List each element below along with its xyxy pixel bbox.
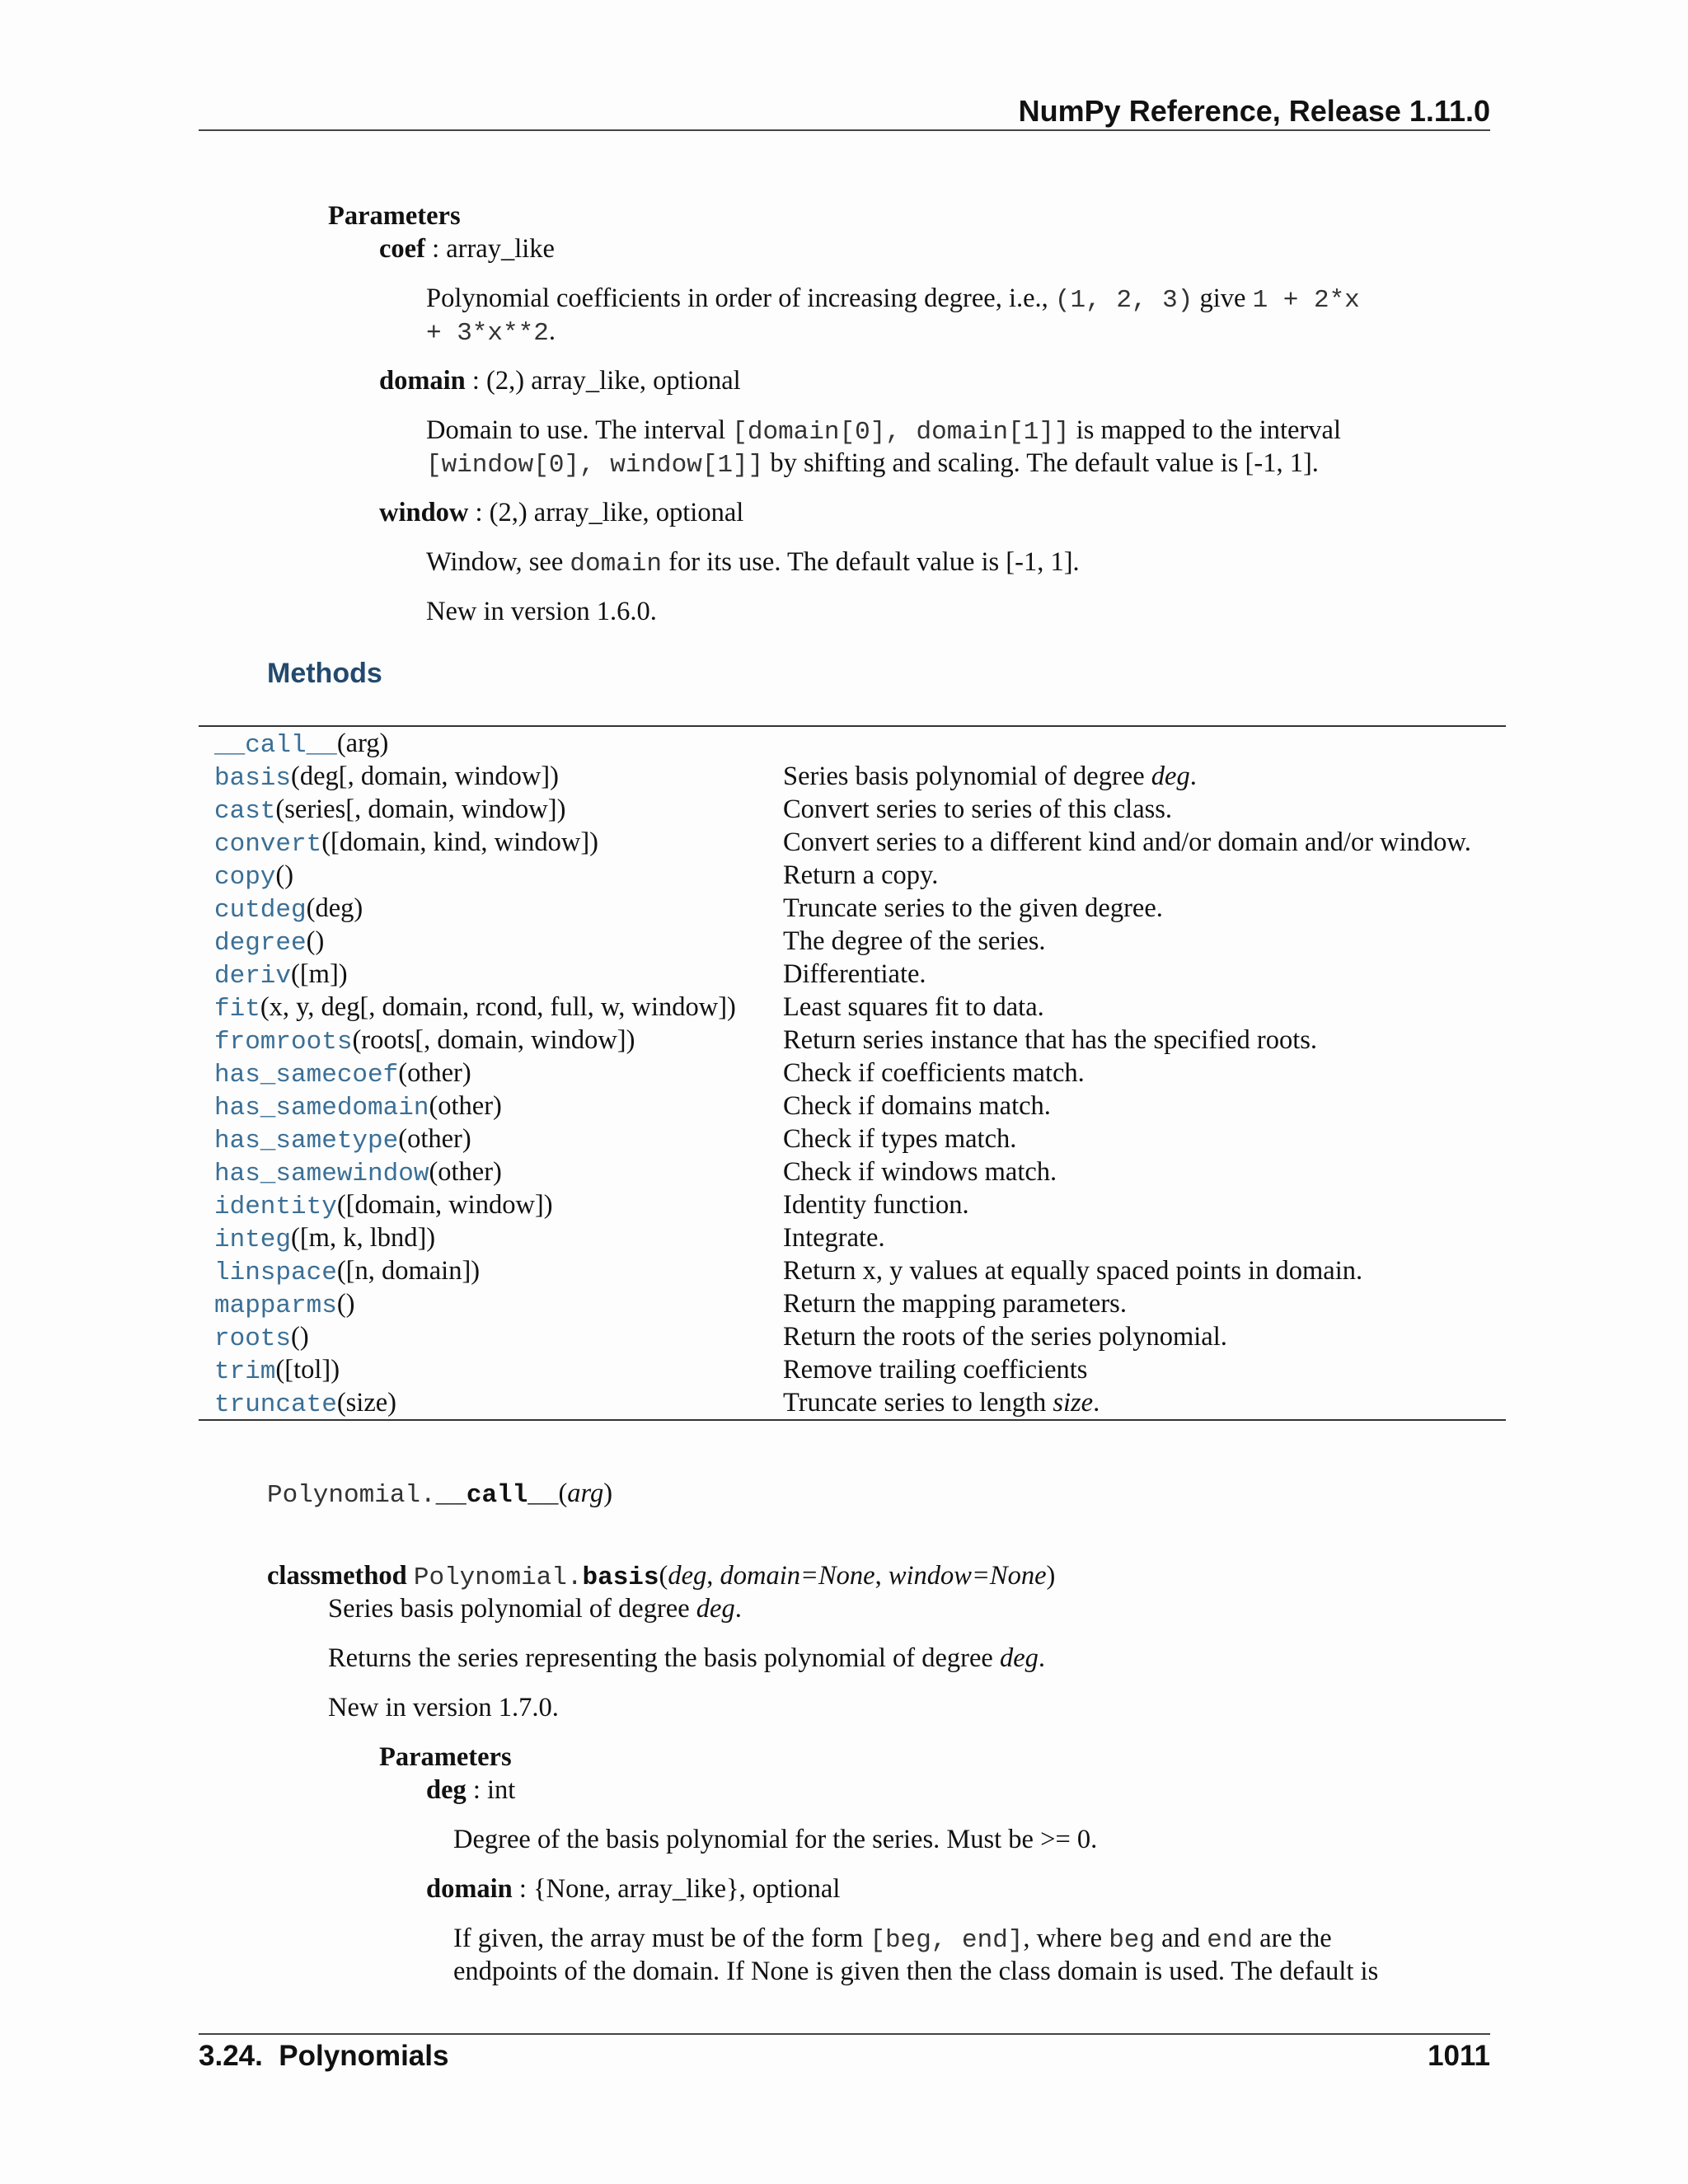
code: end — [1207, 1926, 1254, 1955]
method-link[interactable]: cast — [214, 797, 276, 826]
param-deg-desc: Degree of the basis polynomial for the series. Must be >= 0. — [453, 1825, 1098, 1854]
method-args: () — [336, 1289, 355, 1319]
desc-text: Differentiate. — [783, 959, 926, 989]
desc-text: Truncate series to the given degree. — [783, 893, 1163, 923]
method-description — [783, 1320, 1506, 1353]
method-description — [783, 727, 1506, 760]
method-description — [783, 892, 1506, 925]
method-row — [199, 1024, 1506, 1057]
basis-returns — [328, 1642, 1045, 1675]
methods-table — [199, 725, 1506, 1421]
footer-rule — [199, 2033, 1490, 2035]
desc-text: Return series instance that has the specified roots. — [783, 1025, 1318, 1055]
method-row — [199, 1254, 1506, 1287]
arg: deg — [668, 1561, 707, 1591]
method-args: (deg) — [306, 893, 363, 923]
method-link[interactable]: roots — [214, 1324, 292, 1353]
method-signature — [199, 1090, 783, 1122]
method-args: (other) — [429, 1157, 502, 1187]
method-description — [783, 1024, 1506, 1057]
method-row — [199, 1090, 1506, 1122]
method-signature — [199, 727, 783, 760]
desc-text: Remove trailing coefficients — [783, 1355, 1088, 1385]
text: Returns the series representing the basis polynomial of degree — [328, 1643, 1000, 1673]
method-link[interactable]: integ — [214, 1226, 292, 1254]
method-row — [199, 826, 1506, 859]
param-domain — [426, 1872, 840, 1905]
method-args: (roots[, domain, window]) — [352, 1025, 635, 1055]
method-args: (other) — [398, 1124, 471, 1154]
param-name: deg — [426, 1775, 467, 1805]
desc-text: Convert series to series of this class. — [783, 794, 1173, 824]
method-name: __call__ — [435, 1481, 559, 1510]
method-description — [783, 1090, 1506, 1122]
method-signature — [199, 793, 783, 826]
param-type: : int — [466, 1775, 516, 1805]
desc-text: Series basis polynomial of degree — [783, 762, 1151, 791]
param-name: window — [379, 498, 469, 527]
method-row — [199, 1122, 1506, 1155]
param-type: : (2,) array_like, optional — [465, 366, 741, 396]
param-deg — [426, 1774, 515, 1807]
method-row — [199, 1221, 1506, 1254]
method-row — [199, 793, 1506, 826]
method-link[interactable]: linspace — [214, 1258, 337, 1287]
method-description — [783, 1287, 1506, 1320]
code: domain — [570, 550, 663, 579]
method-link[interactable]: mapparms — [214, 1291, 337, 1320]
method-description — [783, 925, 1506, 958]
method-link[interactable]: has_samecoef — [214, 1061, 399, 1090]
method-args: () — [275, 860, 294, 890]
text: give — [1193, 284, 1253, 313]
desc-text: Check if types match. — [783, 1124, 1017, 1154]
method-link[interactable]: identity — [214, 1193, 337, 1221]
method-link[interactable]: has_sametype — [214, 1127, 399, 1155]
method-signature — [199, 1057, 783, 1090]
method-args: ([m]) — [291, 959, 348, 989]
desc-text: Return the mapping parameters. — [783, 1289, 1127, 1319]
method-description — [783, 1057, 1506, 1090]
method-description — [783, 991, 1506, 1024]
method-args: () — [306, 926, 325, 956]
text: Series basis polynomial of degree — [328, 1594, 696, 1624]
keyword: classmethod — [267, 1561, 407, 1591]
page-number: 1011 — [1428, 2040, 1490, 2072]
param-domain-desc-cont: endpoints of the domain. If None is given then the class domain is used. The default is — [453, 1957, 1379, 1986]
method-name: basis — [582, 1563, 659, 1592]
method-row — [199, 1320, 1506, 1353]
method-row — [199, 727, 1506, 760]
code: (1, 2, 3) — [1054, 286, 1193, 315]
method-row — [199, 1188, 1506, 1221]
method-link[interactable]: convert — [214, 830, 322, 859]
method-link[interactable]: __call__ — [214, 731, 337, 760]
method-args: ([m, k, lbnd]) — [291, 1223, 436, 1253]
class-prefix: Polynomial. — [413, 1563, 583, 1592]
method-args: (other) — [398, 1058, 471, 1088]
param-domain-desc-cont — [426, 447, 1319, 482]
method-link[interactable]: has_samedomain — [214, 1094, 429, 1122]
method-signature — [199, 1254, 783, 1287]
footer-section-title: 3.24. Polynomials — [199, 2040, 449, 2072]
method-row — [199, 892, 1506, 925]
method-args: ([n, domain]) — [336, 1256, 481, 1286]
param-type: : array_like — [424, 234, 555, 264]
paren: ( — [659, 1561, 668, 1591]
method-link[interactable]: copy — [214, 863, 276, 892]
method-row — [199, 1386, 1506, 1419]
method-args: (arg) — [336, 729, 389, 758]
code: [window[0], window[1]] — [426, 451, 764, 480]
method-description — [783, 793, 1506, 826]
method-args: (series[, domain, window]) — [275, 794, 566, 824]
method-row — [199, 859, 1506, 892]
desc-text: Return the roots of the series polynomial. — [783, 1322, 1227, 1352]
param-window-desc — [426, 546, 1080, 581]
header-rule — [199, 129, 1490, 131]
method-signature — [199, 1386, 783, 1419]
method-signature — [199, 1155, 783, 1188]
desc-text: Truncate series to length — [783, 1388, 1053, 1418]
sep: , — [706, 1561, 720, 1591]
method-signature — [199, 826, 783, 859]
em: deg — [999, 1643, 1039, 1673]
text: Domain to use. The interval — [426, 415, 733, 445]
methods-heading: Methods — [267, 658, 382, 689]
param-coef-desc-cont — [426, 315, 556, 350]
parameters-heading: Parameters — [379, 1742, 512, 1772]
running-header: NumPy Reference, Release 1.11.0 — [1018, 94, 1490, 128]
basis-summary — [328, 1592, 742, 1625]
class-prefix: Polynomial. — [267, 1481, 436, 1510]
text: . — [1038, 1643, 1046, 1673]
param-name: coef — [379, 234, 425, 264]
code: [beg, end] — [870, 1926, 1024, 1955]
arg: arg — [567, 1479, 604, 1508]
version-note: New in version 1.6.0. — [426, 597, 657, 626]
method-link[interactable]: basis — [214, 764, 292, 793]
method-args: ([domain, kind, window]) — [321, 827, 599, 857]
method-signature — [199, 958, 783, 991]
param-domain-desc — [453, 1922, 1332, 1957]
method-description — [783, 1188, 1506, 1221]
method-args: (size) — [336, 1388, 397, 1418]
paren: ( — [558, 1479, 568, 1508]
desc-text: Return x, y values at equally spaced points in domain. — [783, 1256, 1363, 1286]
text: for its use. The default value is [-1, 1]. — [662, 547, 1080, 577]
method-signature — [199, 859, 783, 892]
text: and — [1155, 1924, 1207, 1953]
desc-text: Identity function. — [783, 1190, 969, 1220]
method-description — [783, 760, 1506, 793]
desc-text: Check if domains match. — [783, 1091, 1051, 1121]
method-row — [199, 1287, 1506, 1320]
method-signature — [199, 1221, 783, 1254]
method-description — [783, 859, 1506, 892]
method-signature — [199, 1287, 783, 1320]
em: deg — [696, 1594, 735, 1624]
method-description — [783, 958, 1506, 991]
sep: , — [874, 1561, 889, 1591]
desc-text: . — [1093, 1388, 1100, 1418]
parameters-heading: Parameters — [328, 201, 461, 231]
desc-text: Check if coefficients match. — [783, 1058, 1085, 1088]
desc-text: Return a copy. — [783, 860, 939, 890]
method-description — [783, 1353, 1506, 1386]
method-description — [783, 1122, 1506, 1155]
method-description — [783, 1386, 1506, 1419]
method-args: () — [291, 1322, 309, 1352]
method-description — [783, 826, 1506, 859]
method-description — [783, 1254, 1506, 1287]
method-description — [783, 1221, 1506, 1254]
version-note: New in version 1.7.0. — [328, 1693, 559, 1722]
method-args: ([domain, window]) — [336, 1190, 553, 1220]
desc-text: Check if windows match. — [783, 1157, 1057, 1187]
text: is mapped to the interval — [1069, 415, 1341, 445]
param-coef-desc — [426, 282, 1360, 317]
code: [domain[0], domain[1]] — [732, 418, 1070, 447]
method-signature — [199, 1122, 783, 1155]
text: If given, the array must be of the form — [453, 1924, 870, 1953]
arg: domain=None — [720, 1561, 875, 1591]
method-link[interactable]: degree — [214, 929, 307, 958]
method-args: ([tol]) — [275, 1355, 340, 1385]
desc-text: . — [1189, 762, 1197, 791]
method-row — [199, 760, 1506, 793]
text: are the — [1253, 1924, 1332, 1953]
method-signature — [199, 991, 783, 1024]
basis-signature — [267, 1559, 1055, 1595]
method-args: (x, y, deg[, domain, rcond, full, w, window]) — [260, 992, 736, 1022]
text: by shifting and scaling. The default value is [-1, 1]. — [763, 448, 1319, 478]
method-row — [199, 991, 1506, 1024]
param-domain-desc — [426, 414, 1341, 449]
param-name: domain — [426, 1874, 513, 1904]
method-signature — [199, 892, 783, 925]
param-type: : {None, array_like}, optional — [512, 1874, 841, 1904]
method-row — [199, 1057, 1506, 1090]
desc-text: The degree of the series. — [783, 926, 1046, 956]
method-row — [199, 958, 1506, 991]
code: + 3*x**2 — [426, 319, 549, 348]
desc-text: Integrate. — [783, 1223, 885, 1253]
text: Window, see — [426, 547, 570, 577]
param-window — [379, 496, 743, 529]
desc-emphasis: size — [1053, 1388, 1094, 1418]
method-row — [199, 1353, 1506, 1386]
method-signature — [199, 925, 783, 958]
method-link[interactable]: fit — [214, 995, 260, 1024]
method-args: (deg[, domain, window]) — [291, 762, 559, 791]
method-link[interactable]: truncate — [214, 1390, 337, 1419]
desc-text: Least squares fit to data. — [783, 992, 1044, 1022]
method-signature — [199, 1320, 783, 1353]
method-link[interactable]: has_samewindow — [214, 1160, 429, 1188]
code: beg — [1109, 1926, 1156, 1955]
method-signature — [199, 1188, 783, 1221]
param-type: : (2,) array_like, optional — [468, 498, 744, 527]
method-args: (other) — [429, 1091, 502, 1121]
desc-emphasis: deg — [1151, 762, 1190, 791]
method-signature — [199, 760, 783, 793]
paren: ) — [603, 1479, 613, 1508]
arg: window=None — [888, 1561, 1047, 1591]
method-row — [199, 925, 1506, 958]
method-link[interactable]: trim — [214, 1357, 276, 1386]
method-link[interactable]: deriv — [214, 962, 292, 991]
text: . — [734, 1594, 742, 1624]
desc-text: Convert series to a different kind and/or domain and/or window. — [783, 827, 1471, 857]
param-coef — [379, 232, 555, 265]
method-link[interactable]: cutdeg — [214, 896, 307, 925]
param-name: domain — [379, 366, 466, 396]
paren: ) — [1046, 1561, 1056, 1591]
code: 1 + 2*x — [1252, 286, 1360, 315]
method-row — [199, 1155, 1506, 1188]
method-description — [783, 1155, 1506, 1188]
method-signature — [199, 1353, 783, 1386]
method-link[interactable]: fromroots — [214, 1028, 353, 1057]
text: , where — [1023, 1924, 1109, 1953]
param-domain — [379, 364, 741, 397]
method-signature — [199, 1024, 783, 1057]
text: . — [548, 316, 556, 346]
text: Polynomial coefficients in order of increasing degree, i.e., — [426, 284, 1055, 313]
call-signature — [267, 1477, 612, 1512]
